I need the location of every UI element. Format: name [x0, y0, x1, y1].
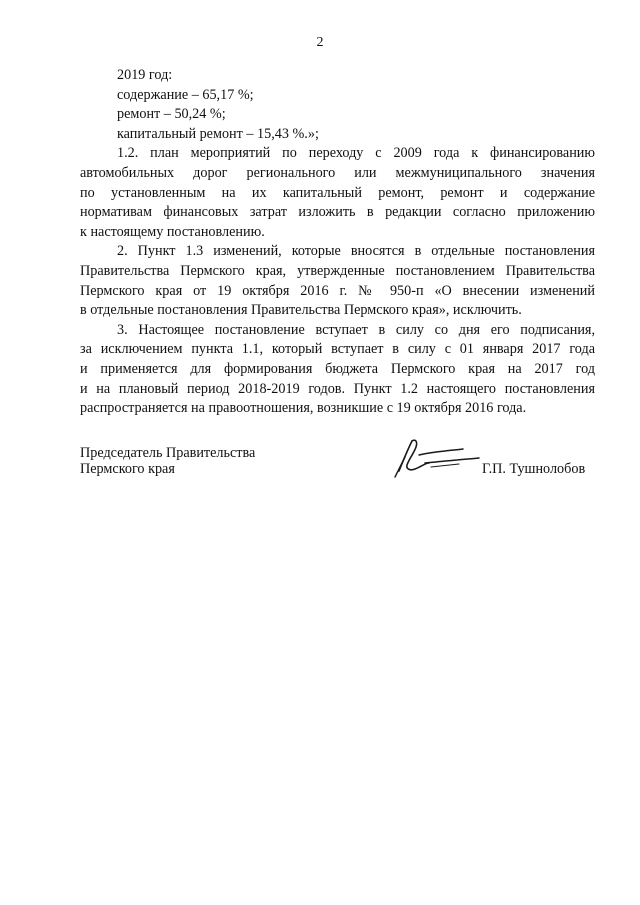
paragraph-3	[80, 321, 595, 419]
signatory-title-line1: Председатель Правительства	[80, 445, 256, 461]
paragraph-line: к настоящему постановлению.	[80, 223, 265, 240]
paragraph-line: нормативам финансовых затрат изложить в редакции согласно приложению	[80, 204, 595, 221]
intro-line-year: 2019 год:	[117, 67, 173, 83]
paragraph-line: за исключением пункта 1.1, который вступает в силу с 01 января 2017 года	[80, 341, 595, 358]
paragraph-line: и на плановый период 2018-2019 годов. Пункт 1.2 настоящего постановления	[80, 380, 595, 397]
paragraph-line: 2. Пункт 1.3 изменений, которые вносятся в отдельные постановления	[117, 243, 595, 260]
handwritten-signature-icon	[385, 433, 485, 481]
paragraph-line: Правительства Пермского края, утвержденные постановлением Правительства	[80, 262, 595, 279]
paragraph-1-2	[80, 144, 595, 242]
intro-line-maintenance: содержание – 65,17 %;	[117, 86, 254, 103]
paragraph-line: 3. Настоящее постановление вступает в силу со дня его подписания,	[117, 321, 595, 338]
signatory-title-line2: Пермского края	[80, 461, 175, 477]
paragraph-line: распространяется на правоотношения, возникшие с 19 октября 2016 года.	[80, 400, 527, 417]
intro-list	[80, 66, 595, 144]
intro-line-capital-repair: капитальный ремонт – 15,43 %.»;	[117, 125, 319, 142]
page-number: 2	[316, 35, 324, 50]
signature-block	[80, 445, 600, 495]
paragraph-line: 1.2. план мероприятий по переходу с 2009 года к финансированию	[117, 145, 595, 162]
paragraph-line: автомобильных дорог регионального или межмуниципального значения	[80, 164, 595, 181]
paragraph-line: и применяется для формирования бюджета Пермского края на 2017 год	[80, 360, 595, 377]
paragraph-line: по установленным на их капитальный ремонт, ремонт и содержание	[80, 184, 595, 201]
document-body	[80, 66, 595, 419]
signatory-title	[80, 445, 255, 477]
signatory-name: Г.П. Тушнолобов	[482, 461, 586, 477]
paragraph-line: в отдельные постановления Правительства Пермского края», исключить.	[80, 302, 522, 319]
paragraph-line: Пермского края от 19 октября 2016 г. № 950-п «О внесении изменений	[80, 282, 595, 299]
paragraph-2	[80, 242, 595, 320]
intro-line-repair: ремонт – 50,24 %;	[117, 106, 226, 123]
